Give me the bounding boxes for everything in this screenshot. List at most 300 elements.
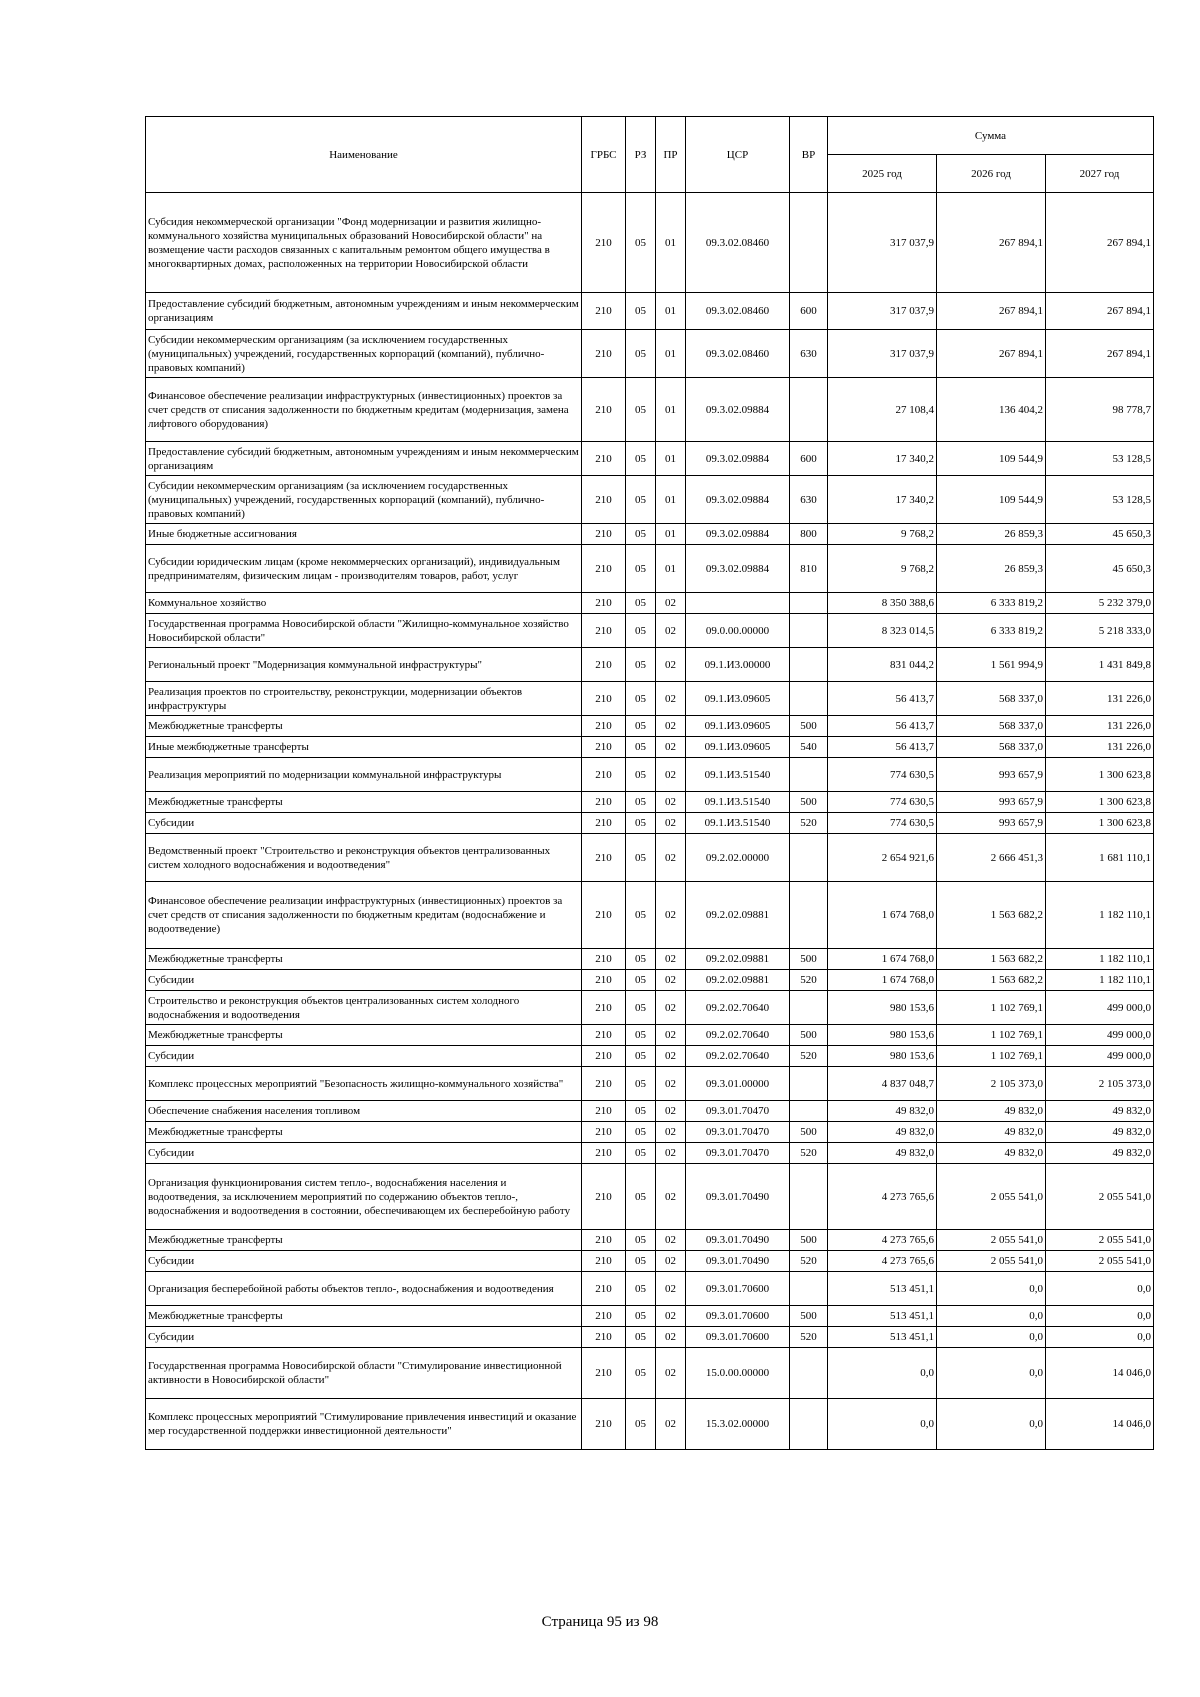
- row-sum-2026: 267 894,1: [937, 293, 1046, 330]
- table-row: [146, 476, 1154, 524]
- page-number: Страница 95 из 98: [541, 1614, 659, 1630]
- header-year-2026: 2026 год: [937, 155, 1046, 193]
- row-csr: 09.3.01.70600: [686, 1306, 790, 1327]
- row-sum-2025: 0,0: [828, 1399, 937, 1450]
- row-name: Субсидии юридическим лицам (кроме некоммерческих организаций), индивидуальным предпринимателям, физическим лицам - производителям товаров, работ, услуг: [146, 545, 582, 593]
- row-sum-2027: 1 431 849,8: [1046, 648, 1154, 682]
- row-name: Межбюджетные трансферты: [146, 1025, 582, 1046]
- row-pr: 02: [656, 792, 686, 813]
- row-sum-2025: 8 323 014,5: [828, 614, 937, 648]
- row-sum-2027: 45 650,3: [1046, 524, 1154, 545]
- row-sum-2026: 6 333 819,2: [937, 593, 1046, 614]
- row-pr: 02: [656, 970, 686, 991]
- row-sum-2025: 56 413,7: [828, 716, 937, 737]
- row-rz: 05: [626, 293, 656, 330]
- row-rz: 05: [626, 524, 656, 545]
- row-vr: 520: [790, 1327, 828, 1348]
- row-pr: 02: [656, 1101, 686, 1122]
- row-pr: 01: [656, 330, 686, 378]
- row-sum-2027: 14 046,0: [1046, 1348, 1154, 1399]
- row-rz: 05: [626, 193, 656, 293]
- row-sum-2027: 0,0: [1046, 1272, 1154, 1306]
- row-vr: 520: [790, 970, 828, 991]
- row-rz: 05: [626, 442, 656, 476]
- row-name: Иные бюджетные ассигнования: [146, 524, 582, 545]
- row-sum-2025: 980 153,6: [828, 1025, 937, 1046]
- row-sum-2026: 0,0: [937, 1327, 1046, 1348]
- table-row: [146, 737, 1154, 758]
- row-sum-2026: 1 102 769,1: [937, 991, 1046, 1025]
- row-csr: 09.3.01.70600: [686, 1272, 790, 1306]
- row-sum-2026: 0,0: [937, 1306, 1046, 1327]
- row-vr: 800: [790, 524, 828, 545]
- row-sum-2025: 831 044,2: [828, 648, 937, 682]
- row-sum-2026: 1 563 682,2: [937, 949, 1046, 970]
- row-vr: 500: [790, 1122, 828, 1143]
- row-name: Межбюджетные трансферты: [146, 1230, 582, 1251]
- header-vr: ВР: [790, 117, 828, 193]
- row-vr: [790, 648, 828, 682]
- row-vr: 520: [790, 1046, 828, 1067]
- row-vr: 600: [790, 442, 828, 476]
- row-grbs: 210: [582, 1143, 626, 1164]
- row-vr: 500: [790, 792, 828, 813]
- row-grbs: 210: [582, 293, 626, 330]
- table-row: [146, 330, 1154, 378]
- row-sum-2025: 9 768,2: [828, 545, 937, 593]
- row-csr: [686, 593, 790, 614]
- row-rz: 05: [626, 1101, 656, 1122]
- budget-table: [145, 116, 1154, 1450]
- row-rz: 05: [626, 1306, 656, 1327]
- row-sum-2027: 499 000,0: [1046, 1025, 1154, 1046]
- table-row: [146, 970, 1154, 991]
- row-pr: 01: [656, 293, 686, 330]
- row-pr: 01: [656, 378, 686, 442]
- row-sum-2027: 49 832,0: [1046, 1143, 1154, 1164]
- row-pr: 02: [656, 1025, 686, 1046]
- row-rz: 05: [626, 1348, 656, 1399]
- row-sum-2027: 267 894,1: [1046, 293, 1154, 330]
- row-name: Межбюджетные трансферты: [146, 949, 582, 970]
- row-pr: 02: [656, 1122, 686, 1143]
- row-name: Организация функционирования систем тепло-, водоснабжения населения и водоотведения, за исключением мероприятий по содержанию объектов тепло-, водоснабжения и водоотведения в состоянии, обеспечивающем их бесперебойную работу: [146, 1164, 582, 1230]
- row-rz: 05: [626, 949, 656, 970]
- row-rz: 05: [626, 737, 656, 758]
- row-sum-2027: 2 055 541,0: [1046, 1164, 1154, 1230]
- row-sum-2025: 980 153,6: [828, 1046, 937, 1067]
- row-name: Организация бесперебойной работы объектов тепло-, водоснабжения и водоотведения: [146, 1272, 582, 1306]
- row-grbs: 210: [582, 1327, 626, 1348]
- row-rz: 05: [626, 882, 656, 949]
- row-rz: 05: [626, 1143, 656, 1164]
- row-vr: [790, 614, 828, 648]
- row-sum-2025: 1 674 768,0: [828, 882, 937, 949]
- row-grbs: 210: [582, 1306, 626, 1327]
- row-name: Межбюджетные трансферты: [146, 716, 582, 737]
- row-sum-2026: 49 832,0: [937, 1101, 1046, 1122]
- table-row: [146, 1327, 1154, 1348]
- row-csr: 09.3.02.08460: [686, 330, 790, 378]
- row-grbs: 210: [582, 949, 626, 970]
- row-pr: 02: [656, 682, 686, 716]
- row-sum-2026: 1 561 994,9: [937, 648, 1046, 682]
- row-vr: [790, 1399, 828, 1450]
- row-csr: 09.3.01.70470: [686, 1143, 790, 1164]
- row-sum-2026: 1 563 682,2: [937, 882, 1046, 949]
- row-rz: 05: [626, 813, 656, 834]
- row-grbs: 210: [582, 1348, 626, 1399]
- row-name: Комплекс процессных мероприятий "Безопасность жилищно-коммунального хозяйства": [146, 1067, 582, 1101]
- row-grbs: 210: [582, 737, 626, 758]
- row-sum-2025: 4 273 765,6: [828, 1251, 937, 1272]
- row-pr: 01: [656, 442, 686, 476]
- row-vr: [790, 378, 828, 442]
- row-sum-2027: 49 832,0: [1046, 1101, 1154, 1122]
- row-pr: 02: [656, 1067, 686, 1101]
- row-sum-2026: 568 337,0: [937, 682, 1046, 716]
- row-vr: 520: [790, 813, 828, 834]
- table-row: [146, 1251, 1154, 1272]
- row-name: Финансовое обеспечение реализации инфраструктурных (инвестиционных) проектов за счет средств от списания задолженности по бюджетным кредитам (водоснабжение и водоотведение): [146, 882, 582, 949]
- header-rz: РЗ: [626, 117, 656, 193]
- row-sum-2025: 980 153,6: [828, 991, 937, 1025]
- row-rz: 05: [626, 330, 656, 378]
- row-grbs: 210: [582, 1046, 626, 1067]
- row-grbs: 210: [582, 1230, 626, 1251]
- row-grbs: 210: [582, 378, 626, 442]
- row-vr: 600: [790, 293, 828, 330]
- row-sum-2027: 1 182 110,1: [1046, 882, 1154, 949]
- row-rz: 05: [626, 593, 656, 614]
- row-grbs: 210: [582, 1122, 626, 1143]
- row-csr: 09.3.02.09884: [686, 524, 790, 545]
- row-csr: 09.1.И3.09605: [686, 682, 790, 716]
- row-name: Субсидия некоммерческой организации "Фонд модернизации и развития жилищно-коммунального хозяйства муниципальных образований Новосибирской области" на возмещение части расходов связанных с капитальным ремонтом общего имущества в многоквартирных домах, расположенных на территории Новосибирской области: [146, 193, 582, 293]
- table-row: [146, 991, 1154, 1025]
- row-sum-2026: 0,0: [937, 1348, 1046, 1399]
- row-vr: [790, 593, 828, 614]
- row-sum-2025: 1 674 768,0: [828, 970, 937, 991]
- row-sum-2027: 267 894,1: [1046, 193, 1154, 293]
- row-sum-2027: 1 182 110,1: [1046, 970, 1154, 991]
- table-row: [146, 524, 1154, 545]
- row-csr: 09.2.02.70640: [686, 1046, 790, 1067]
- row-grbs: 210: [582, 524, 626, 545]
- row-vr: 520: [790, 1143, 828, 1164]
- row-sum-2025: 317 037,9: [828, 293, 937, 330]
- row-sum-2026: 568 337,0: [937, 716, 1046, 737]
- row-csr: 09.1.И3.00000: [686, 648, 790, 682]
- row-sum-2027: 1 300 623,8: [1046, 813, 1154, 834]
- row-csr: 09.3.02.09884: [686, 476, 790, 524]
- row-sum-2027: 131 226,0: [1046, 682, 1154, 716]
- row-sum-2027: 14 046,0: [1046, 1399, 1154, 1450]
- table-row: [146, 949, 1154, 970]
- row-sum-2025: 513 451,1: [828, 1272, 937, 1306]
- row-pr: 02: [656, 1046, 686, 1067]
- row-sum-2027: 2 055 541,0: [1046, 1230, 1154, 1251]
- row-sum-2026: 109 544,9: [937, 442, 1046, 476]
- table-row: [146, 1272, 1154, 1306]
- row-name: Обеспечение снабжения населения топливом: [146, 1101, 582, 1122]
- row-sum-2025: 4 837 048,7: [828, 1067, 937, 1101]
- row-grbs: 210: [582, 1067, 626, 1101]
- row-name: Коммунальное хозяйство: [146, 593, 582, 614]
- row-grbs: 210: [582, 614, 626, 648]
- row-pr: 02: [656, 1251, 686, 1272]
- row-sum-2026: 136 404,2: [937, 378, 1046, 442]
- row-pr: 02: [656, 882, 686, 949]
- row-rz: 05: [626, 1230, 656, 1251]
- row-pr: 01: [656, 476, 686, 524]
- row-grbs: 210: [582, 1251, 626, 1272]
- row-sum-2025: 774 630,5: [828, 792, 937, 813]
- row-sum-2026: 6 333 819,2: [937, 614, 1046, 648]
- table-row: [146, 1164, 1154, 1230]
- row-name: Реализация мероприятий по модернизации коммунальной инфраструктуры: [146, 758, 582, 792]
- row-vr: 500: [790, 1025, 828, 1046]
- table-row: [146, 1101, 1154, 1122]
- row-pr: 01: [656, 193, 686, 293]
- row-name: Субсидии: [146, 1046, 582, 1067]
- table-row: [146, 1025, 1154, 1046]
- row-rz: 05: [626, 970, 656, 991]
- row-rz: 05: [626, 716, 656, 737]
- row-rz: 05: [626, 758, 656, 792]
- row-grbs: 210: [582, 442, 626, 476]
- row-grbs: 210: [582, 813, 626, 834]
- row-name: Субсидии: [146, 1251, 582, 1272]
- row-csr: 09.2.02.00000: [686, 834, 790, 882]
- row-csr: 09.3.01.70600: [686, 1327, 790, 1348]
- row-grbs: 210: [582, 1164, 626, 1230]
- row-csr: 09.1.И3.09605: [686, 716, 790, 737]
- row-pr: 02: [656, 813, 686, 834]
- row-name: Межбюджетные трансферты: [146, 1122, 582, 1143]
- row-csr: 09.1.И3.51540: [686, 792, 790, 813]
- table-row: [146, 1230, 1154, 1251]
- row-grbs: 210: [582, 792, 626, 813]
- row-rz: 05: [626, 1164, 656, 1230]
- row-sum-2027: 499 000,0: [1046, 1046, 1154, 1067]
- row-csr: 09.3.02.09884: [686, 545, 790, 593]
- row-pr: 02: [656, 834, 686, 882]
- row-sum-2027: 1 300 623,8: [1046, 792, 1154, 813]
- row-csr: 09.3.01.70490: [686, 1230, 790, 1251]
- row-vr: [790, 834, 828, 882]
- row-pr: 02: [656, 991, 686, 1025]
- row-vr: [790, 1272, 828, 1306]
- row-sum-2025: 4 273 765,6: [828, 1230, 937, 1251]
- row-sum-2025: 1 674 768,0: [828, 949, 937, 970]
- table-row: [146, 593, 1154, 614]
- header-year-2025: 2025 год: [828, 155, 937, 193]
- table-row: [146, 758, 1154, 792]
- row-sum-2025: 8 350 388,6: [828, 593, 937, 614]
- row-pr: 01: [656, 524, 686, 545]
- row-sum-2027: 0,0: [1046, 1327, 1154, 1348]
- header-pr: ПР: [656, 117, 686, 193]
- row-rz: 05: [626, 1272, 656, 1306]
- row-csr: 09.2.02.09881: [686, 949, 790, 970]
- row-vr: 500: [790, 716, 828, 737]
- row-vr: [790, 758, 828, 792]
- row-rz: 05: [626, 682, 656, 716]
- row-pr: 02: [656, 716, 686, 737]
- row-csr: 09.2.02.70640: [686, 1025, 790, 1046]
- table-row: [146, 1046, 1154, 1067]
- row-name: Предоставление субсидий бюджетным, автономным учреждениям и иным некоммерческим организациям: [146, 293, 582, 330]
- row-name: Субсидии некоммерческим организациям (за исключением государственных (муниципальных) учреждений, государственных корпораций (компаний), публично-правовых компаний): [146, 330, 582, 378]
- row-sum-2026: 1 102 769,1: [937, 1025, 1046, 1046]
- header-name: Наименование: [146, 117, 582, 193]
- header-year-2027: 2027 год: [1046, 155, 1154, 193]
- row-csr: 09.3.01.00000: [686, 1067, 790, 1101]
- row-pr: 02: [656, 1327, 686, 1348]
- row-sum-2026: 267 894,1: [937, 330, 1046, 378]
- row-vr: 810: [790, 545, 828, 593]
- row-sum-2025: 4 273 765,6: [828, 1164, 937, 1230]
- row-name: Ведомственный проект "Строительство и реконструкция объектов централизованных систем холодного водоснабжения и водоотведения": [146, 834, 582, 882]
- row-sum-2025: 17 340,2: [828, 442, 937, 476]
- row-sum-2026: 0,0: [937, 1272, 1046, 1306]
- table-row: [146, 1348, 1154, 1399]
- row-sum-2026: 993 657,9: [937, 792, 1046, 813]
- row-grbs: 210: [582, 545, 626, 593]
- row-name: Межбюджетные трансферты: [146, 1306, 582, 1327]
- row-sum-2026: 1 102 769,1: [937, 1046, 1046, 1067]
- row-rz: 05: [626, 1327, 656, 1348]
- row-grbs: 210: [582, 970, 626, 991]
- row-sum-2025: 49 832,0: [828, 1143, 937, 1164]
- row-pr: 02: [656, 1306, 686, 1327]
- row-sum-2027: 131 226,0: [1046, 737, 1154, 758]
- row-sum-2026: 2 055 541,0: [937, 1164, 1046, 1230]
- row-sum-2027: 2 055 541,0: [1046, 1251, 1154, 1272]
- row-sum-2027: 1 182 110,1: [1046, 949, 1154, 970]
- table-row: [146, 193, 1154, 293]
- row-rz: 05: [626, 991, 656, 1025]
- row-vr: 520: [790, 1251, 828, 1272]
- row-sum-2026: 993 657,9: [937, 813, 1046, 834]
- row-pr: 02: [656, 1164, 686, 1230]
- row-sum-2026: 1 563 682,2: [937, 970, 1046, 991]
- row-csr: 09.2.02.09881: [686, 882, 790, 949]
- header-grbs: ГРБС: [582, 117, 626, 193]
- table-row: [146, 545, 1154, 593]
- row-vr: [790, 1164, 828, 1230]
- row-sum-2025: 2 654 921,6: [828, 834, 937, 882]
- row-sum-2026: 993 657,9: [937, 758, 1046, 792]
- row-sum-2025: 513 451,1: [828, 1327, 937, 1348]
- row-grbs: 210: [582, 716, 626, 737]
- row-sum-2026: 2 666 451,3: [937, 834, 1046, 882]
- row-vr: 540: [790, 737, 828, 758]
- table-row: [146, 1306, 1154, 1327]
- row-sum-2025: 9 768,2: [828, 524, 937, 545]
- row-name: Субсидии: [146, 1327, 582, 1348]
- row-sum-2026: 568 337,0: [937, 737, 1046, 758]
- row-name: Субсидии: [146, 970, 582, 991]
- row-csr: 09.2.02.70640: [686, 991, 790, 1025]
- row-sum-2025: 27 108,4: [828, 378, 937, 442]
- row-name: Государственная программа Новосибирской области "Жилищно-коммунальное хозяйство Новосибирской области": [146, 614, 582, 648]
- row-vr: [790, 991, 828, 1025]
- row-pr: 02: [656, 1399, 686, 1450]
- row-sum-2025: 774 630,5: [828, 758, 937, 792]
- row-csr: 15.3.02.00000: [686, 1399, 790, 1450]
- row-sum-2025: 317 037,9: [828, 330, 937, 378]
- row-sum-2027: 5 218 333,0: [1046, 614, 1154, 648]
- table-row: [146, 1399, 1154, 1450]
- row-rz: 05: [626, 834, 656, 882]
- row-grbs: 210: [582, 593, 626, 614]
- row-sum-2027: 1 300 623,8: [1046, 758, 1154, 792]
- row-sum-2025: 49 832,0: [828, 1101, 937, 1122]
- row-rz: 05: [626, 545, 656, 593]
- row-grbs: 210: [582, 682, 626, 716]
- row-csr: 09.3.02.09884: [686, 442, 790, 476]
- table-row: [146, 834, 1154, 882]
- row-csr: 09.3.02.09884: [686, 378, 790, 442]
- row-csr: 09.3.01.70470: [686, 1101, 790, 1122]
- table-row: [146, 813, 1154, 834]
- row-vr: [790, 1101, 828, 1122]
- row-vr: [790, 682, 828, 716]
- row-sum-2025: 513 451,1: [828, 1306, 937, 1327]
- row-name: Реализация проектов по строительству, реконструкции, модернизации объектов инфраструктуры: [146, 682, 582, 716]
- row-name: Региональный проект "Модернизация коммунальной инфраструктуры": [146, 648, 582, 682]
- row-rz: 05: [626, 1046, 656, 1067]
- row-grbs: 210: [582, 758, 626, 792]
- row-sum-2025: 56 413,7: [828, 682, 937, 716]
- row-sum-2026: 0,0: [937, 1399, 1046, 1450]
- row-rz: 05: [626, 1067, 656, 1101]
- row-rz: 05: [626, 378, 656, 442]
- row-grbs: 210: [582, 193, 626, 293]
- table-row: [146, 614, 1154, 648]
- row-sum-2027: 53 128,5: [1046, 476, 1154, 524]
- row-pr: 02: [656, 758, 686, 792]
- row-csr: 09.1.И3.51540: [686, 758, 790, 792]
- row-sum-2025: 17 340,2: [828, 476, 937, 524]
- row-name: Иные межбюджетные трансферты: [146, 737, 582, 758]
- table-row: [146, 442, 1154, 476]
- row-rz: 05: [626, 792, 656, 813]
- row-sum-2027: 499 000,0: [1046, 991, 1154, 1025]
- row-vr: [790, 882, 828, 949]
- row-rz: 05: [626, 476, 656, 524]
- row-csr: 09.3.02.08460: [686, 293, 790, 330]
- row-sum-2025: 56 413,7: [828, 737, 937, 758]
- row-csr: 15.0.00.00000: [686, 1348, 790, 1399]
- row-pr: 02: [656, 593, 686, 614]
- row-vr: [790, 1067, 828, 1101]
- row-vr: 500: [790, 949, 828, 970]
- row-sum-2026: 49 832,0: [937, 1122, 1046, 1143]
- row-name: Строительство и реконструкция объектов централизованных систем холодного водоснабжения и водоотведения: [146, 991, 582, 1025]
- row-sum-2026: 49 832,0: [937, 1143, 1046, 1164]
- row-vr: 500: [790, 1230, 828, 1251]
- row-grbs: 210: [582, 1101, 626, 1122]
- row-csr: 09.3.01.70490: [686, 1164, 790, 1230]
- row-rz: 05: [626, 1122, 656, 1143]
- row-grbs: 210: [582, 882, 626, 949]
- row-pr: 02: [656, 737, 686, 758]
- row-pr: 02: [656, 1348, 686, 1399]
- row-sum-2026: 2 055 541,0: [937, 1251, 1046, 1272]
